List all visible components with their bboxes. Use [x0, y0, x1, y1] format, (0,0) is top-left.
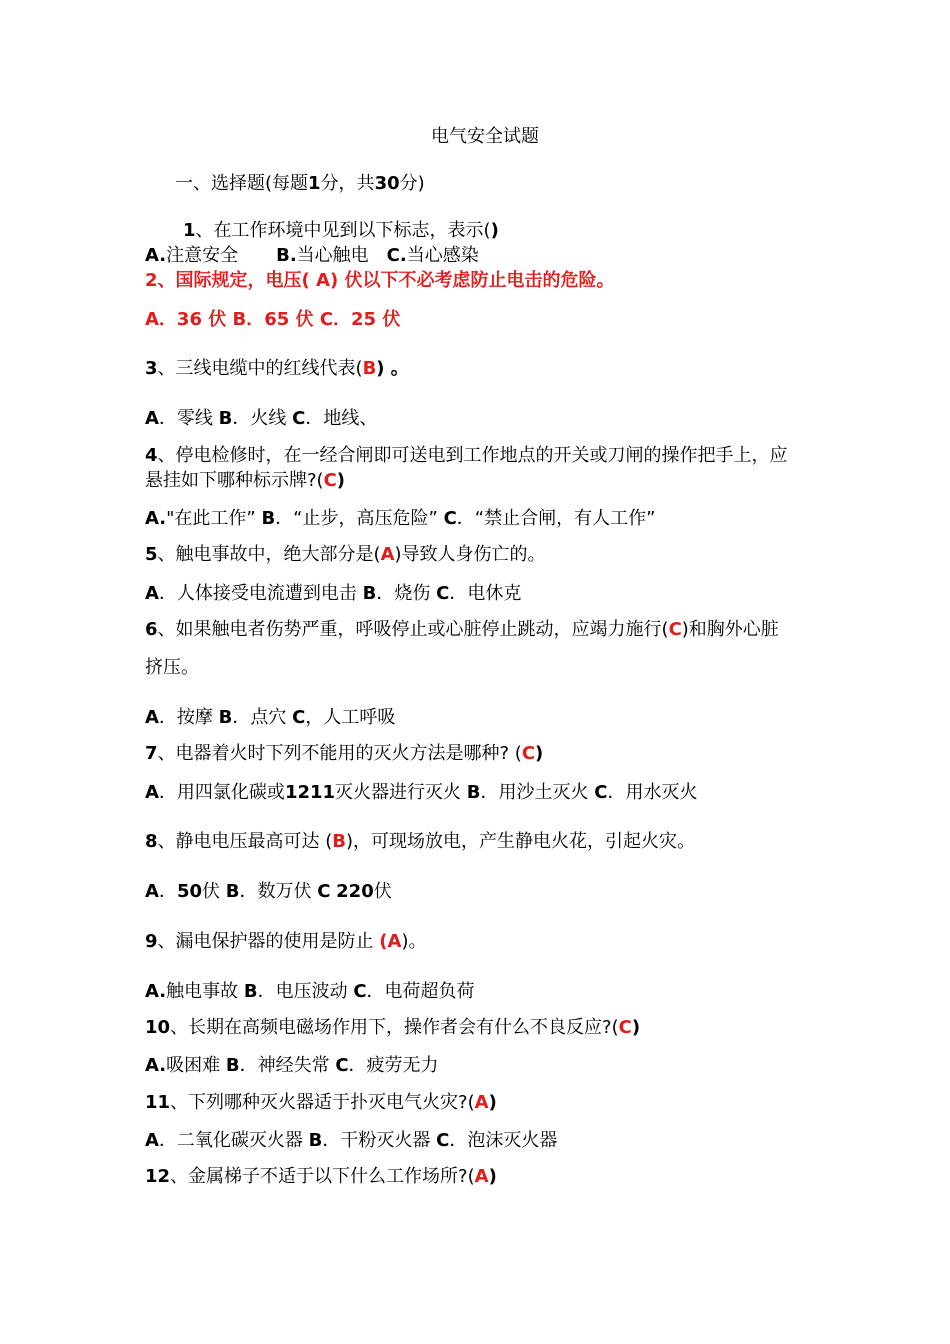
question-6-line-1: 6、如果触电者伤势严重，呼吸停止或心脏停止跳动，应竭力施行(C)和胸外心脏 — [145, 619, 779, 640]
question-9: 9、漏电保护器的使用是防止 (A)。 — [145, 931, 427, 952]
question-6-line-2: 挤压。 — [145, 657, 199, 678]
question-9-options: A.触电事故 B．电压波动 C．电荷超负荷 — [145, 981, 475, 1002]
question-12: 12、金属梯子不适于以下什么工作场所?(A) — [145, 1166, 497, 1187]
question-6-options: A．按摩 B．点穴 C，人工呼吸 — [145, 707, 396, 728]
question-10-options: A.吸困难 B．神经失常 C．疲劳无力 — [145, 1055, 439, 1076]
question-11-options: A．二氧化碳灭火器 B．干粉灭火器 C．泡沫灭火器 — [145, 1130, 558, 1151]
question-7: 7、电器着火时下列不能用的灭火方法是哪种? (C) — [145, 743, 544, 764]
question-4-line-1: 4、停电检修时，在一经合闸即可送电到工作地点的开关或刀闸的操作把手上，应 — [145, 445, 788, 466]
question-2-options: A．36 伏 B．65 伏 C．25 伏 — [145, 309, 401, 330]
question-7-options: A．用四氯化碳或1211灭火器进行灭火 B．用沙土灭火 C．用水灭火 — [145, 782, 698, 803]
question-11: 11、下列哪种灭火器适于扑灭电气火灾?(A) — [145, 1092, 497, 1113]
question-4-options: A."在此工作” B．“止步，高压危险” C．“禁止合闸，有人工作” — [145, 508, 656, 529]
question-3: 3、三线电缆中的红线代表(B) 。 — [145, 358, 409, 379]
question-10: 10、长期在高频电磁场作用下，操作者会有什么不良反应?(C) — [145, 1017, 641, 1038]
question-4-line-2: 悬挂如下哪种标示牌?(C) — [145, 470, 346, 491]
question-8: 8、静电电压最高可达 (B)，可现场放电，产生静电火花，引起火灾。 — [145, 831, 696, 852]
question-1: 1、在工作环境中见到以下标志，表示() — [183, 220, 499, 241]
question-3-options: A．零线 B．火线 C．地线、 — [145, 408, 378, 429]
page-title: 电气安全试题 — [431, 126, 539, 147]
question-8-options: A．50伏 B．数万伏 C 220伏 — [145, 881, 392, 902]
section-heading: 一、选择题(每题1分，共30分) — [175, 173, 425, 194]
question-2: 2、国际规定，电压( A) 伏以下不必考虑防止电击的危险。 — [145, 270, 615, 291]
question-1-options: A.注意安全 B.当心触电 C.当心感染 — [145, 245, 479, 266]
question-5-options: A．人体接受电流遭到电击 B．烧伤 C．电休克 — [145, 583, 522, 604]
question-5: 5、触电事故中，绝大部分是(A)导致人身伤亡的。 — [145, 544, 546, 565]
